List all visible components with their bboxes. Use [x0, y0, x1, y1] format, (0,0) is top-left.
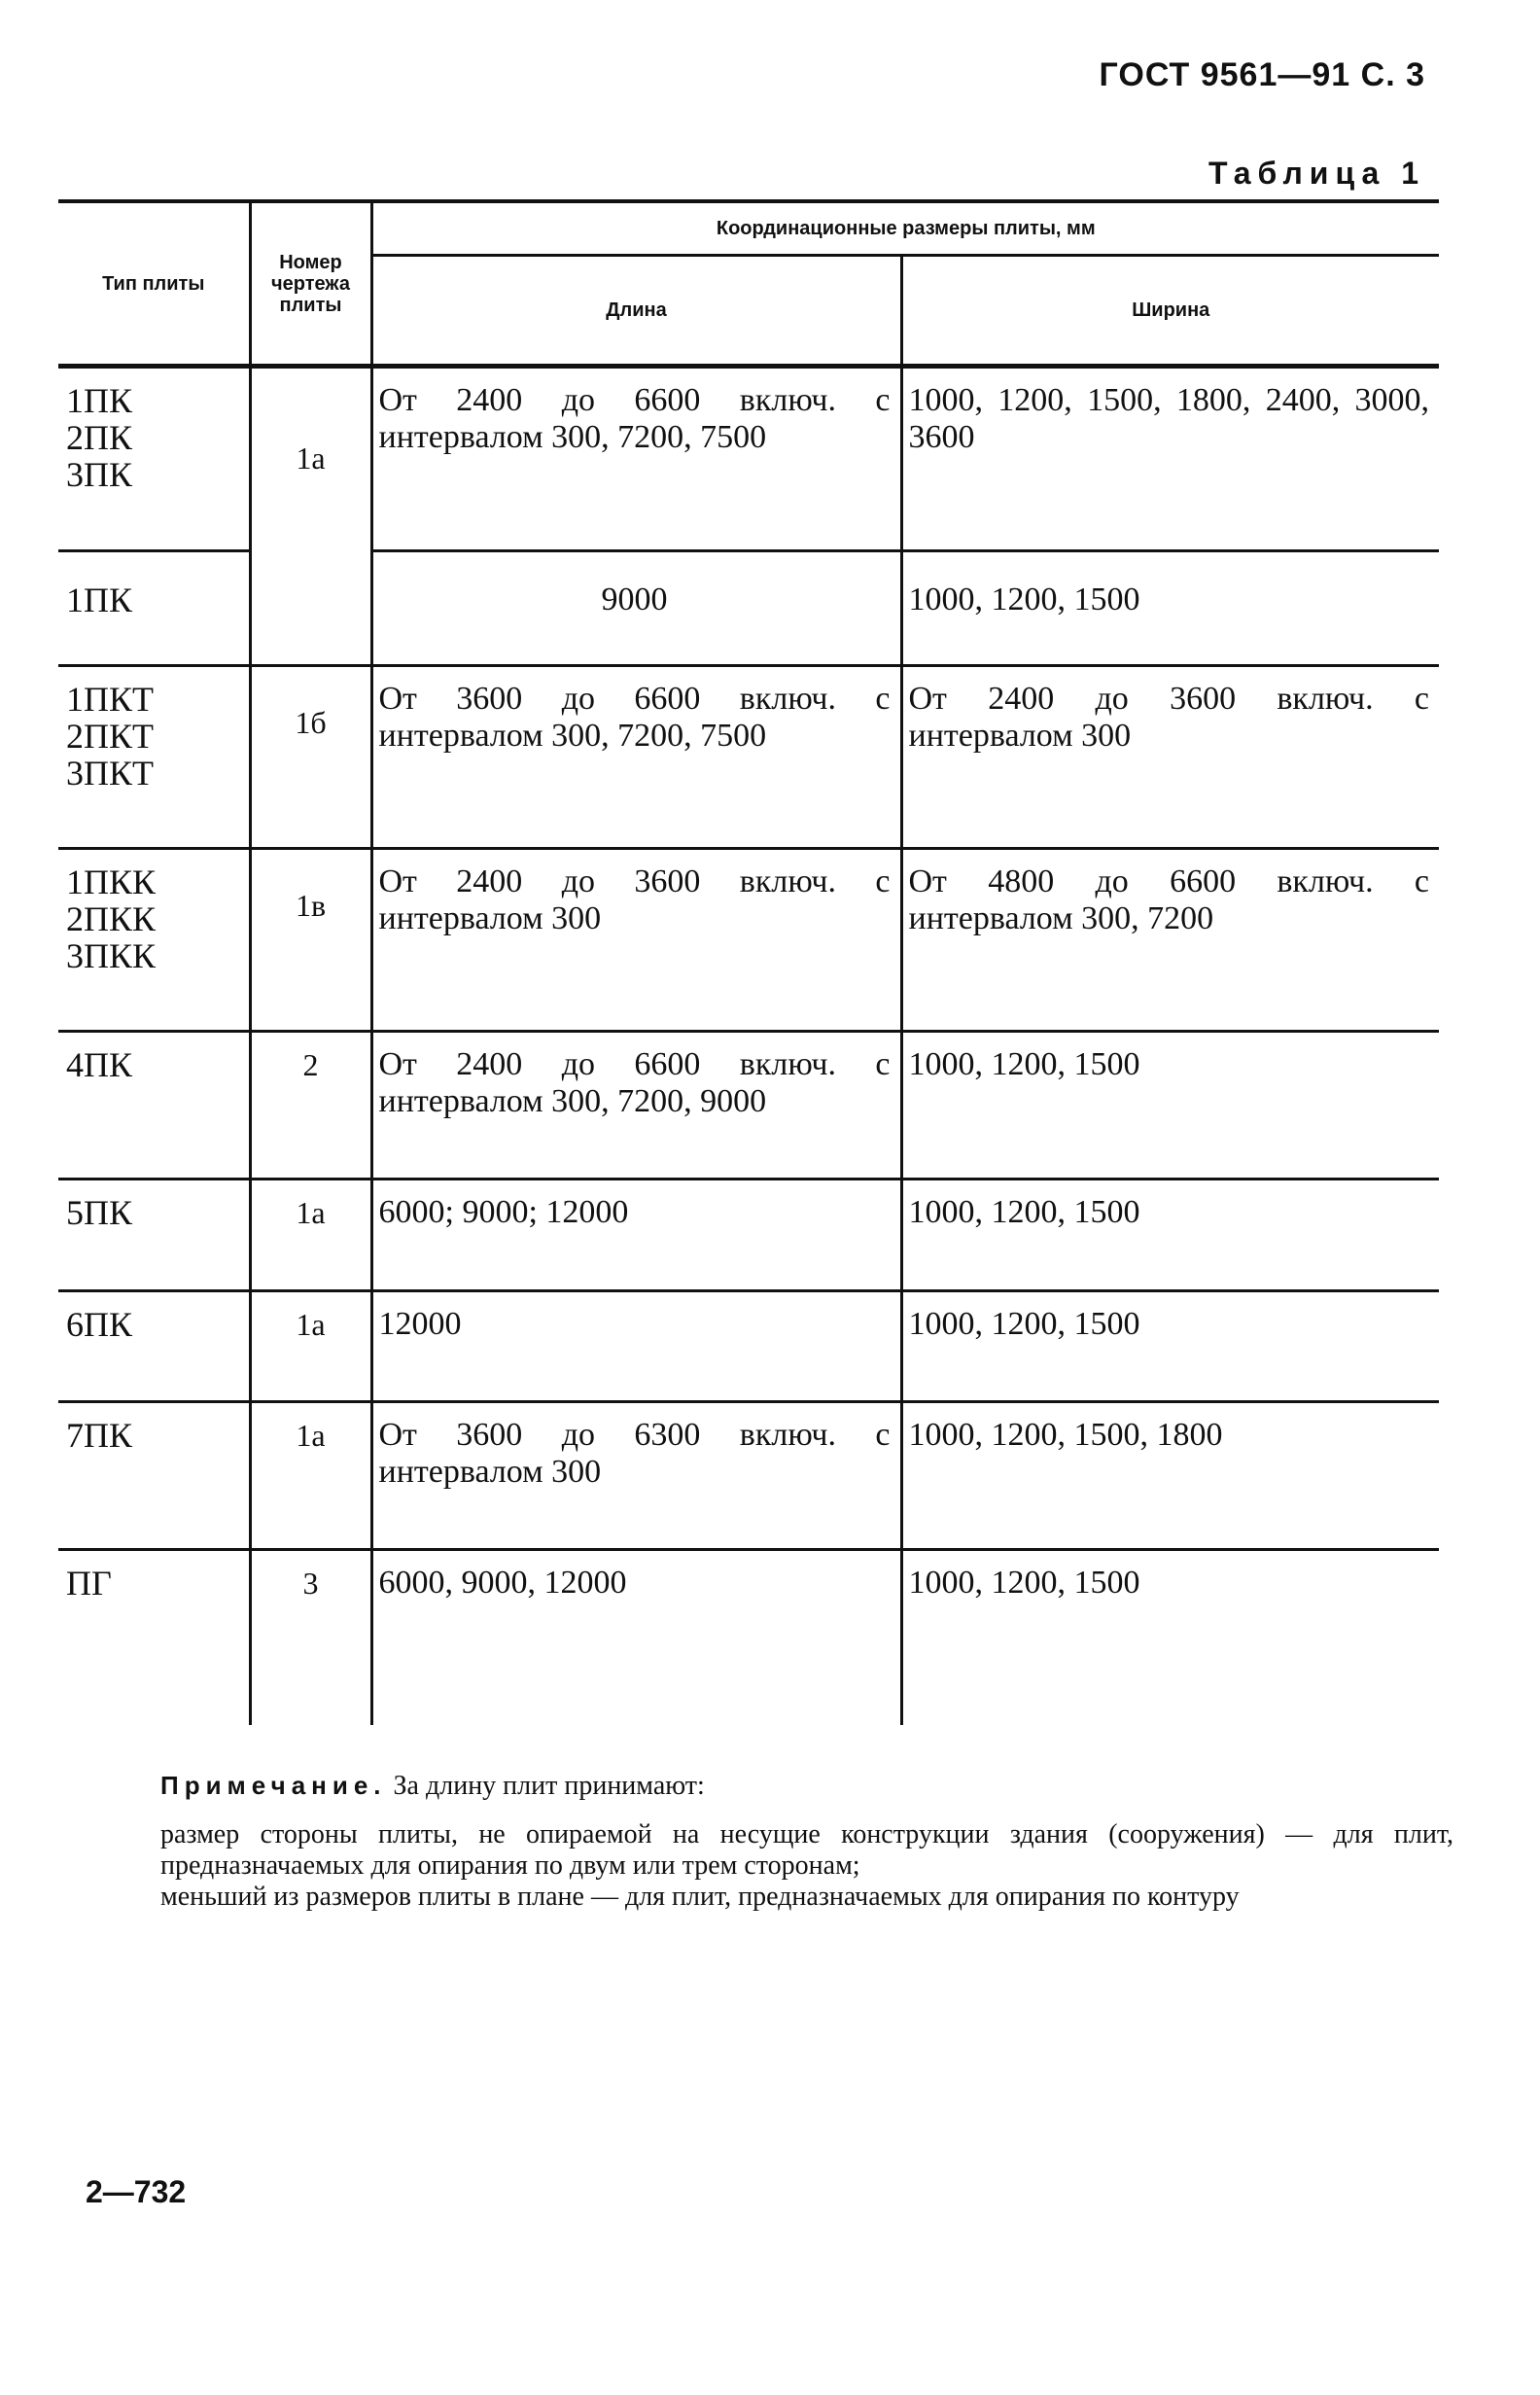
- table-row: [58, 849, 1439, 1032]
- cell-type: ПГ: [58, 1550, 250, 1725]
- cell-drawing-number: 1в: [250, 849, 371, 1032]
- cell-width: 1000, 1200, 1500: [901, 1032, 1439, 1180]
- cell-width: 1000, 1200, 1500: [901, 1180, 1439, 1291]
- table-row: [58, 367, 1439, 551]
- cell-type: 1ПК 2ПК 3ПК: [58, 367, 250, 551]
- document-code: ГОСТ 9561—91 С. 3: [1099, 56, 1425, 93]
- note-item-1: размер стороны плиты, не опираемой на несущие конструкции здания (сооружения) — для плит, предназначаемых для опирания по двум или трем сторонам;: [160, 1819, 1453, 1881]
- cell-length: 6000; 9000; 12000: [371, 1180, 901, 1291]
- header-width: Ширина: [901, 256, 1439, 367]
- header-length: Длина: [371, 256, 901, 367]
- cell-drawing-number: 3: [250, 1550, 371, 1725]
- header-drawing-number: Номер чертежа плиты: [250, 201, 371, 367]
- cell-width: 1000, 1200, 1500, 1800, 2400, 3000, 3600: [901, 367, 1439, 551]
- cell-width: 1000, 1200, 1500: [901, 551, 1439, 666]
- cell-length: От 3600 до 6300 включ. с интервалом 300: [371, 1402, 901, 1550]
- page-number: 2—732: [86, 2174, 187, 2209]
- cell-type: 1ПКК 2ПКК 3ПКК: [58, 849, 250, 1032]
- cell-length: От 2400 до 6600 включ. с интервалом 300, 7200, 7500: [371, 367, 901, 551]
- cell-length: От 2400 до 3600 включ. с интервалом 300: [371, 849, 901, 1032]
- cell-drawing-number: 1б: [250, 666, 371, 849]
- cell-length: От 2400 до 6600 включ. с интервалом 300, 7200, 9000: [371, 1032, 901, 1180]
- cell-length: 9000: [371, 551, 901, 666]
- header-coordinate-dimensions: Координационные размеры плиты, мм: [371, 201, 1439, 256]
- cell-width: 1000, 1200, 1500, 1800: [901, 1402, 1439, 1550]
- cell-drawing-number: 1а: [250, 367, 371, 666]
- table-row: [58, 1550, 1439, 1725]
- cell-width: От 2400 до 3600 включ. с интервалом 300: [901, 666, 1439, 849]
- note-intro-line: [160, 1770, 1453, 1802]
- cell-width: От 4800 до 6600 включ. с интервалом 300, 7200: [901, 849, 1439, 1032]
- cell-type: 5ПК: [58, 1180, 250, 1291]
- note-intro: За длину плит принимают:: [393, 1771, 705, 1801]
- cell-drawing-number: 1а: [250, 1180, 371, 1291]
- cell-drawing-number: 1а: [250, 1402, 371, 1550]
- cell-type: 1ПК: [58, 551, 250, 666]
- note-item-2: меньший из размеров плиты в плане — для плит, предназначаемых для опирания по контуру: [160, 1882, 1240, 1912]
- note-heading: Примечание.: [160, 1771, 387, 1800]
- cell-drawing-number: 2: [250, 1032, 371, 1180]
- cell-type: 1ПКТ 2ПКТ 3ПКТ: [58, 666, 250, 849]
- table-note: [160, 1770, 1453, 1913]
- table-row: [58, 1291, 1439, 1402]
- cell-type: 4ПК: [58, 1032, 250, 1180]
- table-caption: Таблица 1: [1208, 156, 1425, 191]
- table-row: [58, 1402, 1439, 1550]
- cell-width: 1000, 1200, 1500: [901, 1291, 1439, 1402]
- slab-dimensions-table: [58, 199, 1439, 1725]
- table-row: [58, 1180, 1439, 1291]
- cell-length: 12000: [371, 1291, 901, 1402]
- cell-length: 6000, 9000, 12000: [371, 1550, 901, 1725]
- cell-drawing-number: 1а: [250, 1291, 371, 1402]
- cell-width: 1000, 1200, 1500: [908, 1565, 1140, 1601]
- table-row: [58, 1032, 1439, 1180]
- table-row: [58, 666, 1439, 849]
- cell-type: 7ПК: [58, 1402, 250, 1550]
- cell-type: 6ПК: [58, 1291, 250, 1402]
- header-type: Тип плиты: [58, 201, 250, 367]
- cell-length: От 3600 до 6600 включ. с интервалом 300, 7200, 7500: [371, 666, 901, 849]
